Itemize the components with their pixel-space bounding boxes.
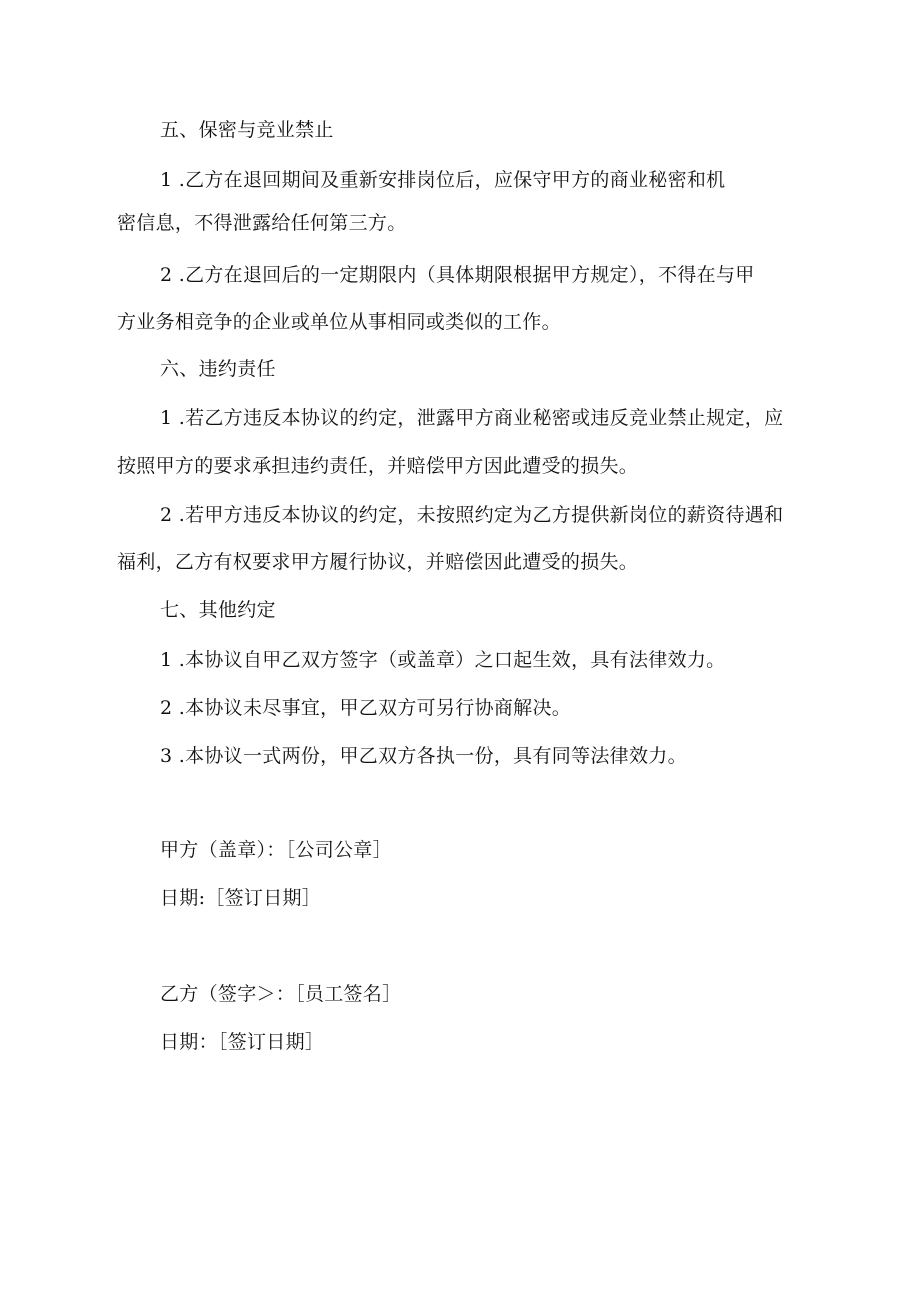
section-5-item-1-line-2: 密信息，不得泄露给任何第三方。 [117, 212, 407, 234]
section-5-item-2-line-2: 方业务相竞争的企业或单位从事相同或类似的工作。 [117, 311, 561, 333]
party-b-date: 日期：［签订日期］ [160, 1031, 325, 1053]
section-6-item-1-line-2: 按照甲方的要求承担违约责任，并赔偿甲方因此遭受的损失。 [117, 455, 639, 477]
party-a-seal: 甲方（盖章）：［公司公章］ [160, 839, 392, 861]
party-b-signature: 乙方（签字＞：［员工签名］ [160, 983, 402, 1005]
section-6-heading: 六、违约责任 [160, 358, 276, 380]
section-7-item-2: 2 .本协议未尽事宜，甲乙双方可另行协商解决。 [160, 697, 572, 719]
party-a-date: 日期:［签订日期］ [160, 887, 322, 909]
section-7-item-3: 3 .本协议一式两份，甲乙双方各执一份，具有同等法律效力。 [160, 745, 687, 767]
section-6-item-1-line-1: 1 .若乙方违反本协议的约定，泄露甲方商业秘密或违反竞业禁止规定，应 [160, 407, 784, 429]
section-6-item-2-line-1: 2 .若甲方违反本协议的约定，未按照约定为乙方提供新岗位的薪资待遇和 [160, 504, 784, 526]
section-5-item-2-line-1: 2 .乙方在退回后的一定期限内（具体期限根据甲方规定），不得在与甲 [160, 264, 755, 286]
section-7-heading: 七、其他约定 [160, 599, 276, 621]
section-5-heading: 五、保密与竞业禁止 [160, 119, 334, 141]
section-7-item-1: 1 .本协议自甲乙双方签字（或盖章）之口起生效，具有法律效力。 [160, 649, 726, 671]
section-6-item-2-line-2: 福利，乙方有权要求甲方履行协议，并赔偿因此遭受的损失。 [117, 551, 639, 573]
section-5-item-1-line-1: 1 .乙方在退回期间及重新安排岗位后，应保守甲方的商业秘密和机 [160, 169, 726, 191]
